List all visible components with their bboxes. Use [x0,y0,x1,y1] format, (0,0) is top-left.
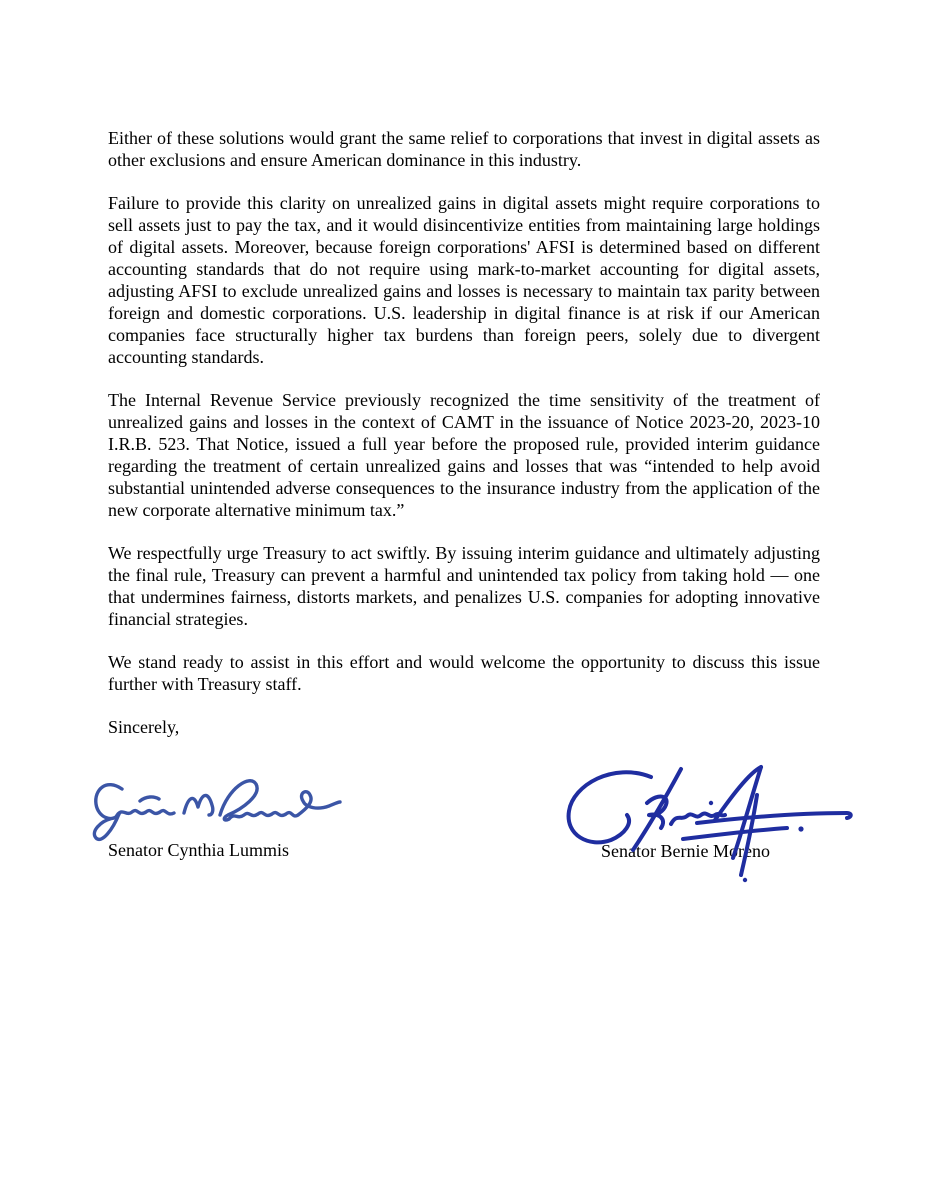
moreno-signature-ink [563,763,856,883]
letter-body [108,127,820,911]
signatory-name-lummis: Senator Cynthia Lummis [108,840,289,860]
closing-salutation: Sincerely, [108,717,180,737]
letter-paragraph: Failure to provide this clarity on unrealized gains in digital assets might require corporations to sell assets just to pay the tax, and it would disincentivize entities from maintaining large holdings of digital assets. Moreover, because foreign corporations' AFSI is determined based on different accounting standards that do not require using mark-to-market accounting for digital assets, adjusting AFSI to exclude unrealized gains and losses is necessary to maintain tax parity between foreign and domestic corporations. U.S. leadership in digital finance is at risk if our American companies face structurally higher tax burdens than foreign peers, solely due to divergent accounting standards. [108,193,820,367]
letter-paragraph: Either of these solutions would grant the same relief to corporations that invest in digital assets as other exclusions and ensure American dominance in this industry. [108,128,820,170]
signatory-name-moreno: Senator Bernie Moreno [601,841,770,861]
letter-paragraph: We respectfully urge Treasury to act swiftly. By issuing interim guidance and ultimately adjusting the final rule, Treasury can prevent a harmful and unintended tax policy from taking hold — one that undermines fairness, distorts markets, and penalizes U.S. companies for adopting innovative financial strategies. [108,543,820,629]
letter-paragraph: We stand ready to assist in this effort and would welcome the opportunity to discuss this issue further with Treasury staff. [108,652,820,694]
letter-paragraph: The Internal Revenue Service previously recognized the time sensitivity of the treatment of unrealized gains and losses in the context of CAMT in the issuance of Notice 2023-20, 2023-10 I.R.B. 523. That Notice, issued a full year before the proposed rule, provided interim guidance regarding the treatment of certain unrealized gains and losses that was “intended to help avoid substantial unintended adverse consequences to the insurance industry from the application of the new corporate alternative minimum tax.” [108,390,820,520]
signature-row [108,771,820,911]
